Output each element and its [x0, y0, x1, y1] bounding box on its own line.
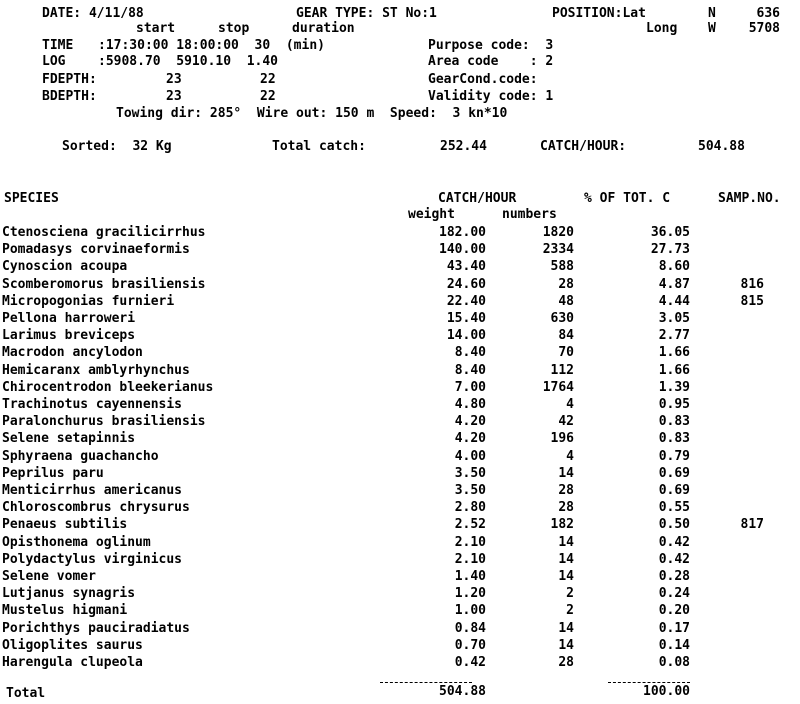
purpose-code: Purpose code: 3: [428, 38, 554, 53]
numbers-value: 70: [558, 345, 574, 360]
species-name: Harengula clupeola: [2, 655, 143, 670]
weight-value: 22.40: [446, 294, 486, 309]
total-catch-value: 252.44: [440, 139, 487, 154]
bdepth-stop: 22: [260, 89, 276, 104]
weight-total-rule: [380, 682, 472, 683]
time-values: :17:30:00 18:00:00 30 (min): [98, 38, 325, 53]
numbers-value: 2: [566, 586, 574, 601]
percent-value: 0.83: [658, 431, 690, 446]
percent-value: 0.79: [658, 449, 690, 464]
sample-number-column-header: SAMP.NO.: [718, 191, 781, 206]
numbers-value: 2: [566, 603, 574, 618]
numbers-value: 1820: [542, 225, 574, 240]
numbers-subheader: numbers: [502, 207, 557, 222]
percent-value: 27.73: [650, 242, 690, 257]
long-direction: W: [708, 21, 716, 36]
numbers-value: 28: [558, 500, 574, 515]
percent-value: 3.05: [658, 311, 690, 326]
numbers-value: 4: [566, 397, 574, 412]
species-column-header: SPECIES: [4, 191, 59, 206]
lat-value: 636: [756, 6, 780, 21]
weight-value: 4.20: [454, 431, 486, 446]
weight-value: 2.10: [454, 535, 486, 550]
species-name: Peprilus paru: [2, 466, 104, 481]
numbers-value: 14: [558, 569, 574, 584]
percent-value: 1.66: [658, 363, 690, 378]
weight-value: 43.40: [446, 259, 486, 274]
area-code: Area code : 2: [428, 54, 554, 69]
numbers-value: 28: [558, 655, 574, 670]
species-name: Oligoplites saurus: [2, 638, 143, 653]
species-name: Polydactylus virginicus: [2, 552, 183, 567]
weight-value: 140.00: [439, 242, 486, 257]
total-percent: 100.00: [643, 684, 690, 699]
species-name: Micropogonias furnieri: [2, 294, 175, 309]
species-name: Sphyraena guachancho: [2, 449, 159, 464]
weight-value: 0.42: [454, 655, 486, 670]
percent-value: 4.44: [658, 294, 690, 309]
species-name: Porichthys pauciradiatus: [2, 621, 190, 636]
numbers-value: 2334: [542, 242, 574, 257]
weight-value: 14.00: [446, 328, 486, 343]
percent-value: 36.05: [650, 225, 690, 240]
numbers-value: 48: [558, 294, 574, 309]
numbers-value: 28: [558, 277, 574, 292]
bdepth-label: BDEPTH:: [42, 89, 97, 104]
weight-value: 0.70: [454, 638, 486, 653]
numbers-value: 588: [550, 259, 574, 274]
numbers-value: 14: [558, 552, 574, 567]
percent-value: 0.14: [658, 638, 690, 653]
gear-type-field: GEAR TYPE: ST No:1: [296, 6, 437, 21]
percent-value: 0.69: [658, 483, 690, 498]
weight-value: 2.10: [454, 552, 486, 567]
total-label: Total: [6, 686, 46, 701]
total-weight: 504.88: [439, 684, 486, 699]
weight-value: 8.40: [454, 363, 486, 378]
weight-value: 4.20: [454, 414, 486, 429]
log-values: :5908.70 5910.10 1.40: [98, 54, 279, 69]
weight-value: 3.50: [454, 466, 486, 481]
log-label: LOG: [42, 54, 66, 69]
numbers-value: 182: [550, 517, 574, 532]
percent-value: 0.42: [658, 535, 690, 550]
date-field: DATE: 4/11/88: [42, 6, 144, 21]
species-name: Chirocentrodon bleekerianus: [2, 380, 214, 395]
long-label: Long: [646, 21, 678, 36]
weight-value: 4.80: [454, 397, 486, 412]
catch-hour-label: CATCH/HOUR:: [540, 139, 627, 154]
sample-number: 815: [740, 294, 764, 309]
species-name: Paralonchurus brasiliensis: [2, 414, 206, 429]
validity-code: Validity code: 1: [428, 89, 554, 104]
numbers-value: 14: [558, 621, 574, 636]
long-value: 5708: [748, 21, 780, 36]
species-name: Trachinotus cayennensis: [2, 397, 183, 412]
weight-value: 4.00: [454, 449, 486, 464]
gear-condition-code: GearCond.code:: [428, 72, 538, 87]
weight-value: 2.80: [454, 500, 486, 515]
numbers-value: 14: [558, 638, 574, 653]
weight-subheader: weight: [408, 207, 455, 222]
weight-value: 0.84: [454, 621, 486, 636]
column-label-start: start: [136, 21, 176, 36]
species-name: Pomadasys corvinaeformis: [2, 242, 190, 257]
species-name: Menticirrhus americanus: [2, 483, 183, 498]
percent-total-rule: [608, 682, 690, 683]
species-name: Selene setapinnis: [2, 431, 136, 446]
percent-value: 8.60: [658, 259, 690, 274]
sorted-weight: Sorted: 32 Kg: [62, 139, 172, 154]
weight-value: 3.50: [454, 483, 486, 498]
time-label: TIME: [42, 38, 74, 53]
numbers-value: 14: [558, 466, 574, 481]
percent-value: 0.69: [658, 466, 690, 481]
numbers-value: 14: [558, 535, 574, 550]
numbers-value: 28: [558, 483, 574, 498]
percent-value: 0.17: [658, 621, 690, 636]
weight-value: 1.40: [454, 569, 486, 584]
fdepth-label: FDEPTH:: [42, 72, 97, 87]
weight-value: 1.00: [454, 603, 486, 618]
column-label-stop: stop: [218, 21, 250, 36]
species-name: Scomberomorus brasiliensis: [2, 277, 206, 292]
percent-value: 0.50: [658, 517, 690, 532]
percent-value: 0.83: [658, 414, 690, 429]
percent-value: 0.55: [658, 500, 690, 515]
numbers-value: 84: [558, 328, 574, 343]
percent-value: 0.28: [658, 569, 690, 584]
weight-value: 24.60: [446, 277, 486, 292]
lat-direction: N: [708, 6, 716, 21]
catch-hour-value: 504.88: [698, 139, 745, 154]
numbers-value: 42: [558, 414, 574, 429]
position-label: POSITION:Lat: [552, 6, 646, 21]
percent-value: 1.66: [658, 345, 690, 360]
species-name: Lutjanus synagris: [2, 586, 136, 601]
bdepth-start: 23: [166, 89, 182, 104]
weight-value: 1.20: [454, 586, 486, 601]
percent-column-header: % OF TOT. C: [584, 191, 671, 206]
species-name: Pellona harroweri: [2, 311, 136, 326]
species-name: Ctenosciena gracilicirrhus: [2, 225, 206, 240]
percent-value: 1.39: [658, 380, 690, 395]
percent-value: 0.24: [658, 586, 690, 601]
percent-value: 4.87: [658, 277, 690, 292]
numbers-value: 630: [550, 311, 574, 326]
weight-value: 8.40: [454, 345, 486, 360]
percent-value: 2.77: [658, 328, 690, 343]
percent-value: 0.95: [658, 397, 690, 412]
catch-hour-column-header: CATCH/HOUR: [438, 191, 517, 206]
fdepth-start: 23: [166, 72, 182, 87]
species-name: Cynoscion acoupa: [2, 259, 128, 274]
total-catch-label: Total catch:: [272, 139, 366, 154]
numbers-value: 1764: [542, 380, 574, 395]
sample-number: 817: [740, 517, 764, 532]
species-name: Mustelus higmani: [2, 603, 128, 618]
species-name: Macrodon ancylodon: [2, 345, 143, 360]
column-label-duration: duration: [292, 21, 355, 36]
percent-value: 0.20: [658, 603, 690, 618]
towing-info: Towing dir: 285° Wire out: 150 m Speed: 3 kn*10: [116, 106, 508, 121]
numbers-value: 112: [550, 363, 574, 378]
species-name: Opisthonema oglinum: [2, 535, 151, 550]
percent-value: 0.08: [658, 655, 690, 670]
fdepth-stop: 22: [260, 72, 276, 87]
species-name: Larimus breviceps: [2, 328, 136, 343]
weight-value: 7.00: [454, 380, 486, 395]
numbers-value: 196: [550, 431, 574, 446]
numbers-value: 4: [566, 449, 574, 464]
species-name: Hemicaranx amblyrhynchus: [2, 363, 190, 378]
species-name: Selene vomer: [2, 569, 96, 584]
weight-value: 182.00: [439, 225, 486, 240]
sample-number: 816: [740, 277, 764, 292]
percent-value: 0.42: [658, 552, 690, 567]
species-name: Penaeus subtilis: [2, 517, 128, 532]
weight-value: 15.40: [446, 311, 486, 326]
species-name: Chloroscombrus chrysurus: [2, 500, 190, 515]
weight-value: 2.52: [454, 517, 486, 532]
